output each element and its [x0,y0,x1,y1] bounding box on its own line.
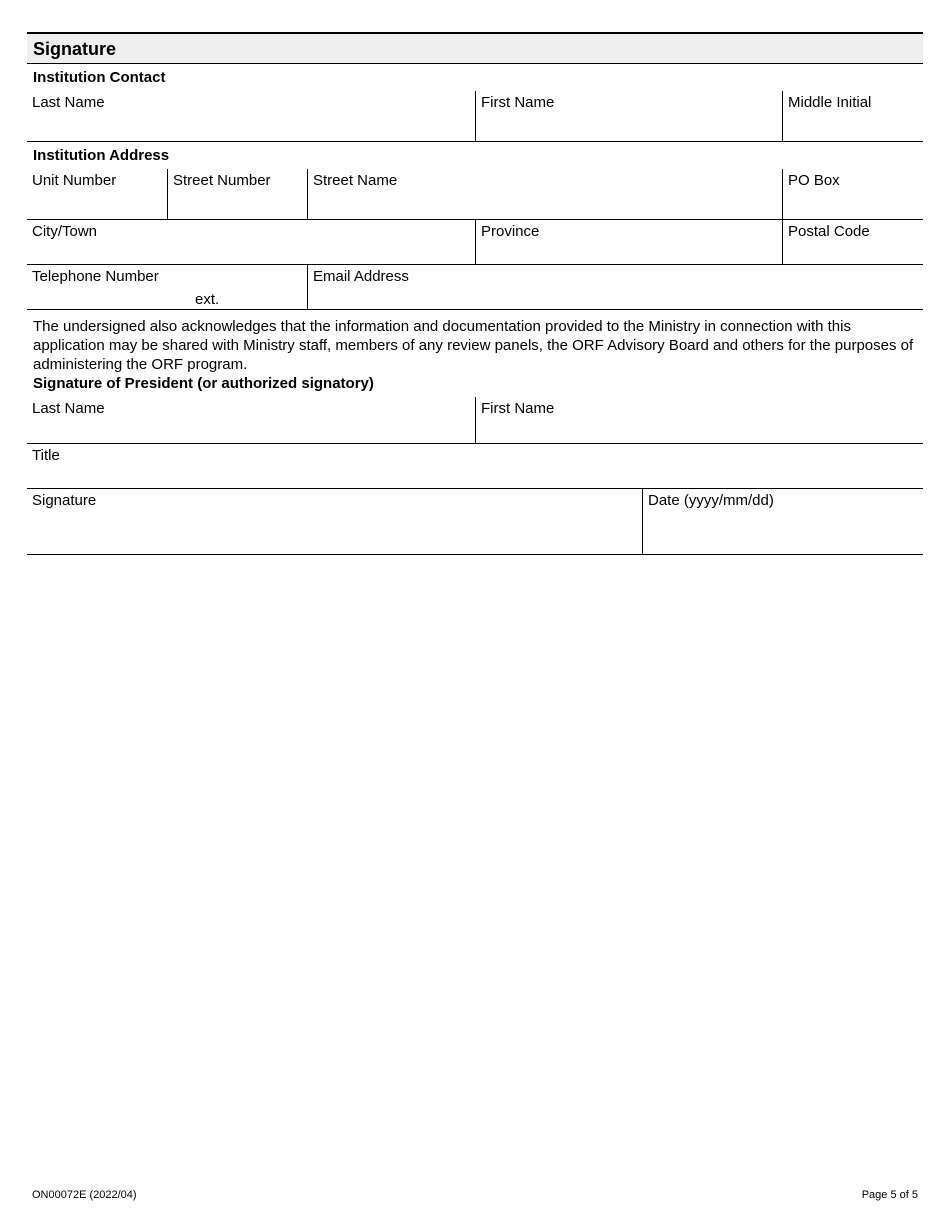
email-label: Email Address [313,268,409,285]
contact-middle-initial-input[interactable] [788,120,918,138]
telephone-cell [27,265,307,309]
po-box-label: PO Box [788,172,840,189]
ext-input[interactable] [222,288,302,306]
po-box-cell [782,169,923,219]
president-name-row [27,397,923,444]
contact-last-name-input[interactable] [32,120,470,138]
email-input[interactable] [313,288,918,306]
signature-input[interactable] [32,533,637,551]
president-title-input[interactable] [32,467,918,485]
telephone-label: Telephone Number [32,268,159,285]
signature-form [27,32,923,555]
president-title-row [27,444,923,489]
city-input[interactable] [32,243,470,261]
unit-number-input[interactable] [32,198,162,216]
president-signature-title: Signature of President (or authorized signatory) [33,375,374,392]
address-city-row [27,220,923,265]
postal-code-input[interactable] [788,243,918,261]
section-header [27,32,923,64]
street-name-label: Street Name [313,172,398,189]
president-first-name-cell [475,397,923,443]
institution-contact-row [27,91,923,142]
contact-last-name-label: Last Name [32,94,105,111]
page-number: Page 5 of 5 [861,1189,918,1201]
po-box-input[interactable] [788,198,918,216]
president-last-name-cell [27,397,475,443]
president-title-label: Title [32,447,60,464]
president-first-name-input[interactable] [481,422,918,440]
signature-label: Signature [32,492,97,509]
section-title: Signature [33,39,117,59]
postal-code-label: Postal Code [788,223,870,240]
contact-last-name-cell [27,91,475,141]
street-name-input[interactable] [313,198,777,216]
ext-label: ext. [195,291,220,308]
city-cell [27,220,475,264]
city-label: City/Town [32,223,98,240]
form-code: ON00072E (2022/04) [32,1189,137,1201]
date-cell [642,489,923,554]
contact-first-name-label: First Name [481,94,555,111]
email-cell [307,265,923,309]
acknowledgement-text: The undersigned also acknowledges that the information and documentation provided to the Ministry in connection with this application may be shared with Ministry staff, members of any review panels, the ORF Advisory Board and others for the purposes of administering the ORF program. [33,318,914,373]
president-last-name-input[interactable] [32,422,470,440]
address-contact-row [27,265,923,310]
president-last-name-label: Last Name [32,400,105,417]
province-cell [475,220,782,264]
address-street-row [27,169,923,220]
contact-middle-initial-label: Middle Initial [788,94,872,111]
institution-address-title: Institution Address [33,147,170,164]
street-number-cell [167,169,307,219]
date-label: Date (yyyy/mm/dd) [648,492,774,509]
contact-first-name-input[interactable] [481,120,777,138]
street-name-cell [307,169,782,219]
unit-number-label: Unit Number [32,172,117,189]
institution-contact-title: Institution Contact [33,69,166,86]
date-input[interactable] [648,533,918,551]
street-number-input[interactable] [173,198,302,216]
province-label: Province [481,223,540,240]
street-number-label: Street Number [173,172,271,189]
president-first-name-label: First Name [481,400,555,417]
president-title-cell [27,444,923,488]
province-input[interactable] [481,243,777,261]
telephone-input[interactable] [32,288,187,306]
postal-code-cell [782,220,923,264]
contact-first-name-cell [475,91,782,141]
signature-cell [27,489,642,554]
signature-date-row [27,489,923,555]
contact-middle-initial-cell [782,91,923,141]
unit-number-cell [27,169,167,219]
